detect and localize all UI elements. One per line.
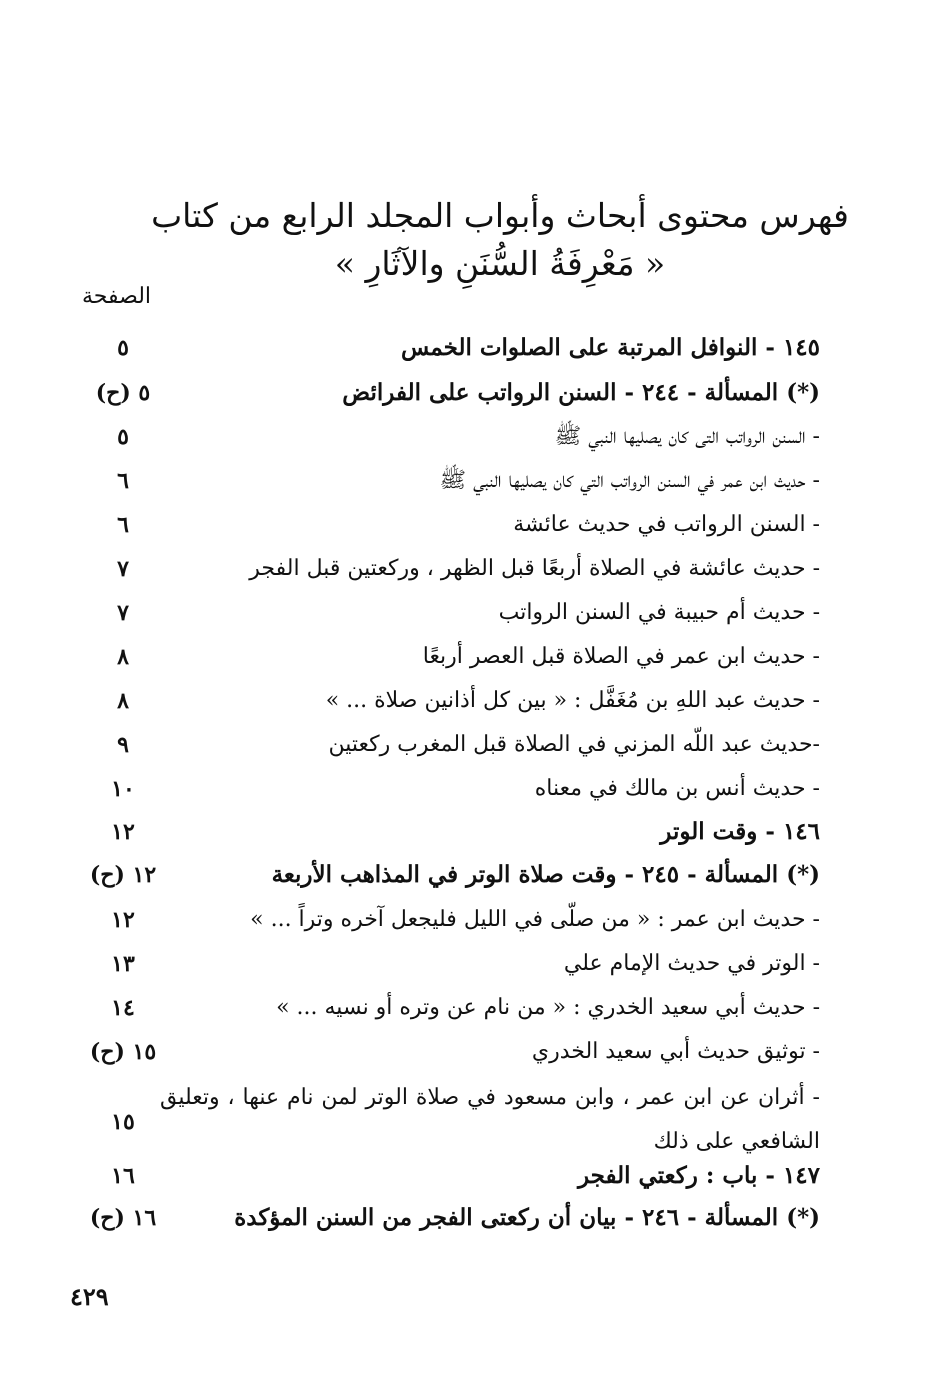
page-ref: ١٢ (ح) <box>89 862 157 888</box>
entry-text: - حديث أم حبيبة في السنن الرواتب <box>498 600 820 625</box>
entry-text: - السنن الرواتب في حديث عائشة <box>513 512 820 537</box>
page-ref: ١٥ <box>111 1109 135 1135</box>
entry-text: - حديث أبي سعيد الخدري : « من نام عن وتره أو نسيه ... » <box>276 995 820 1020</box>
chapter-title: ١٤٥ - النوافل المرتبة على الصلوات الخمس <box>401 334 820 361</box>
chapter-title: ١٤٧ - باب : ركعتي الفجر <box>577 1162 820 1189</box>
page-ref: ٨ <box>117 688 129 714</box>
page-ref: ١٥ (ح) <box>89 1039 157 1065</box>
issue-title: (*) المسألة - ٢٤٦ - بيان أن ركعتى الفجر من السنن المؤكدة <box>234 1204 820 1231</box>
entry-text: - أثران عن ابن عمر ، وابن مسعود في صلاة الوتر لمن نام عنها ، وتعليق الشافعي على ذلك <box>160 1085 820 1154</box>
page-ref: ٦ <box>117 512 129 538</box>
page-ref: ٥ <box>117 424 129 450</box>
list-item <box>0 373 950 413</box>
page-ref: ٧ <box>117 600 129 626</box>
page-ref: ١٦ <box>111 1163 135 1189</box>
page-ref: ١٢ <box>111 819 135 845</box>
page-number: ٤٢٩ <box>70 1282 109 1311</box>
entry-text: - توثيق حديث أبي سعيد الخدري <box>531 1039 820 1064</box>
list-item <box>0 900 950 940</box>
chapter-title: ١٤٦ - وقت الوتر <box>660 818 820 845</box>
entry-text: - حديث عبد اللهِ بن مُغَفَّل : « بين كل أذانين صلاة ... » <box>325 688 820 713</box>
list-item <box>0 944 950 984</box>
list-item <box>0 593 950 633</box>
issue-title: (*) المسألة - ٢٤٤ - السنن الرواتب على الفرائض <box>342 379 820 406</box>
list-item <box>0 417 950 457</box>
list-item <box>0 505 950 545</box>
entry-text: -حديث عبد اللّه المزني في الصلاة قبل المغرب ركعتين <box>328 732 820 757</box>
list-item <box>0 1032 950 1072</box>
list-item <box>0 855 950 895</box>
entry-text: - حديث عائشة في الصلاة أربعًا قبل الظهر ، وركعتين قبل الفجر <box>249 556 820 581</box>
entry-text: - حديث ابن عمر : « من صلّى في الليل فليجعل آخره وتراً ... » <box>250 907 820 932</box>
page-ref: ١٤ <box>111 995 135 1021</box>
page-ref: ٩ <box>117 732 129 758</box>
index-title: فهرس محتوى أبحاث وأبواب المجلد الرابع من كتاب <box>151 196 849 235</box>
list-item <box>0 1076 950 1164</box>
page-ref: ٦ <box>117 468 129 494</box>
entry-text: - السنن الرواتب التى كان يصليها النبي ﷺ <box>554 424 820 449</box>
page-ref: ١٦ (ح) <box>89 1205 157 1231</box>
issue-title: (*) المسألة - ٢٤٥ - وقت صلاة الوتر في المذاهب الأربعة <box>271 861 820 888</box>
list-item <box>0 1198 950 1238</box>
page-ref: ١٢ <box>111 907 135 933</box>
page-ref: ٧ <box>117 556 129 582</box>
page-column-header: الصفحة <box>82 284 152 309</box>
page-ref: ١٣ <box>111 951 135 977</box>
list-item <box>0 725 950 765</box>
list-item <box>0 1156 950 1196</box>
page-ref: ٨ <box>117 644 129 670</box>
list-item <box>0 328 950 368</box>
list-item <box>0 681 950 721</box>
entry-text: - الوتر في حديث الإمام علي <box>563 951 820 976</box>
entry-text: - حديث ابن عمر في السنن الرواتب التي كان يصليها النبي ﷺ <box>439 468 820 493</box>
list-item <box>0 812 950 852</box>
page-ref: ٥ <box>117 335 129 361</box>
page-ref: ٥ (ح) <box>95 380 151 406</box>
list-item <box>0 461 950 501</box>
page-ref: ١٠ <box>111 776 135 802</box>
list-item <box>0 988 950 1028</box>
list-item <box>0 769 950 809</box>
entry-text: - حديث أنس بن مالك في معناه <box>534 776 820 801</box>
list-item <box>0 549 950 589</box>
list-item <box>0 637 950 677</box>
entry-text: - حديث ابن عمر في الصلاة قبل العصر أربعًا <box>422 644 820 669</box>
book-title: « مَعْرِفَةُ السُّنَنِ والآثَارِ » <box>334 244 666 283</box>
